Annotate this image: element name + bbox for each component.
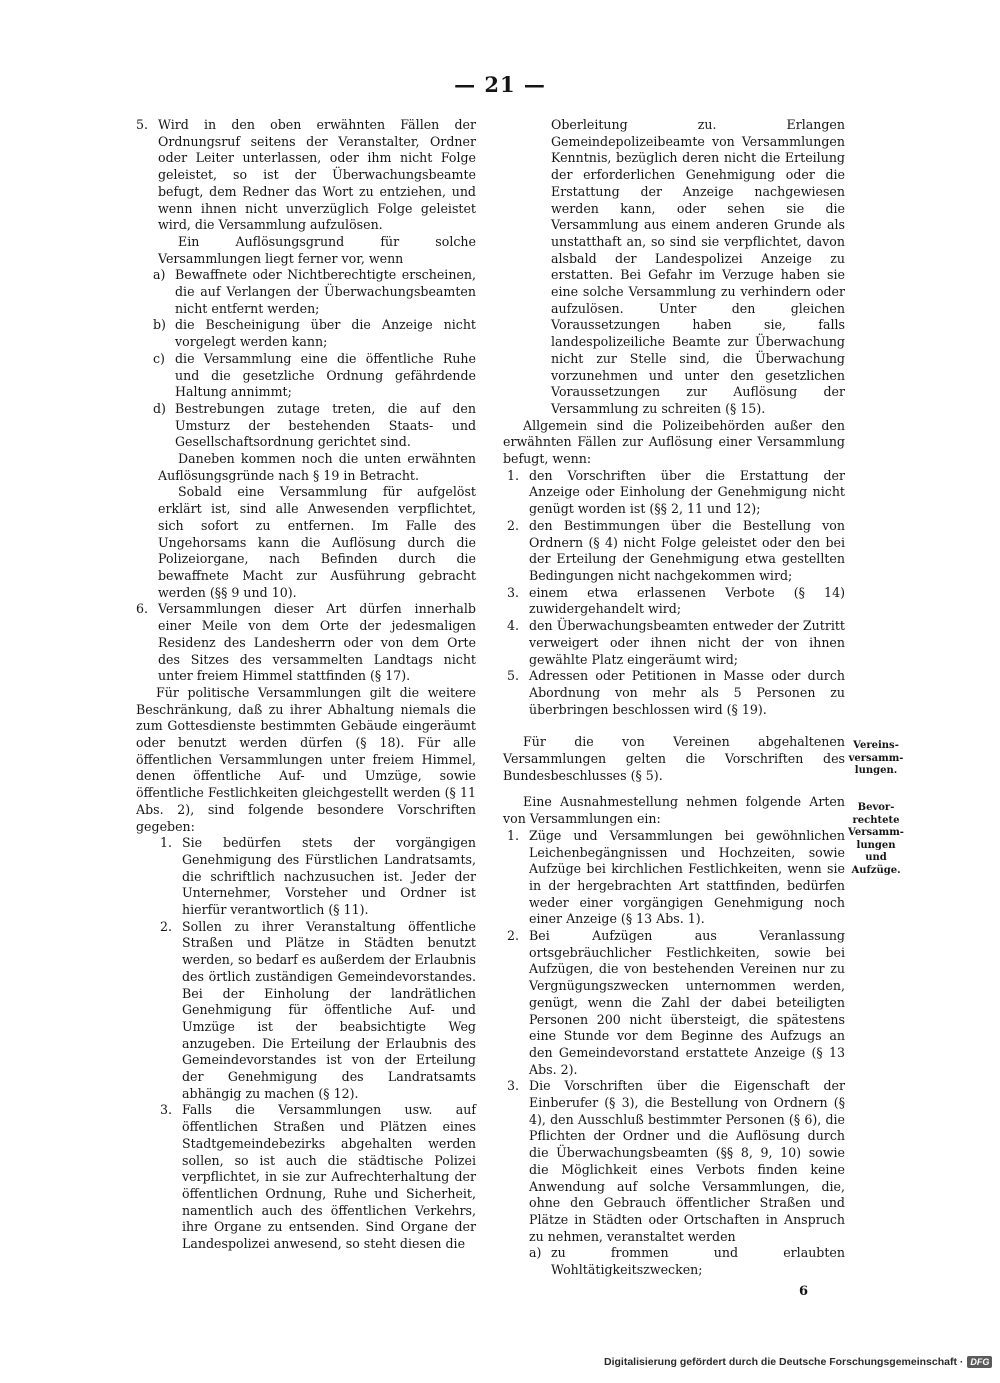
footer [604, 1356, 992, 1368]
left-column [136, 117, 476, 1253]
item-text: Sollen zu ihrer Veranstaltung öffentliche Straßen und Plätze in Städten benutzt werden, so bedarf es außerdem der Erlaubnis des örtlich zuständigen Gemeindevorstandes. Bei der Einholung der landrätlichen Genehmigung für öffentliche Auf- und Umzüge ist der beabsichtigte Weg anzugeben. Die Erteilung der Erlaubnis des Gemeindevorstandes ist von der Erteilung der Genehmigung des Landratsamts abhängig zu machen (§ 12). [182, 918, 476, 1101]
spacer [503, 718, 845, 734]
item-number: 3. [160, 1102, 173, 1118]
sub-item [153, 401, 476, 451]
sub-item-letter: a) [153, 267, 166, 283]
paragraph: Eine Ausnahmestellung nehmen folgende Arten von Versammlungen ein: [503, 794, 845, 827]
item-number: 2. [507, 928, 520, 944]
list-item [507, 518, 845, 585]
item-text: Bei Aufzügen aus Veranlassung ortsgebräuchlicher Festlichkeiten, sowie bei Aufzügen, die von bestehenden Vereinen nur zu Vergnügungszwecken unternommen werden, genügt, wenn die Zahl der dabei beteiligten Personen 200 nicht übersteigt, die spätestens eine Stunde vor dem Beginne des Aufzugs an den Gemeindevorstand erstattete Anzeige (§ 13 Abs. 2). [529, 928, 845, 1077]
item-number: 2. [507, 517, 520, 533]
paragraph: Für politische Versammlungen gilt die weitere Beschränkung, daß zu ihrer Abhaltung niemals die zum Gottesdienste bestimmten Gebäude eingeräumt oder benutzt werden dürfen (§ 18). Für alle öffentlichen Versammlungen unter freiem Himmel, denen öffentliche Auf- und Umzüge, sowie öffentliche Festlichkeiten gleichgestellt werden (§ 11 Abs. 2), sind folgende besondere Vorschriften gegeben: [136, 684, 476, 834]
item-text: den Vorschriften über die Erstattung der Anzeige oder Einholung der Genehmigung nicht genügt worden ist (§§ 2, 11 und 12); [529, 467, 845, 517]
page-number: — 21 — [454, 72, 546, 97]
sub-item [153, 267, 476, 317]
footer-text: Digitalisierung gefördert durch die Deutsche Forschungsgemeinschaft · [604, 1356, 964, 1368]
paragraph: Oberleitung zu. Erlangen Gemeindepolizeibeamte von Versammlungen Kenntnis, bezüglich deren nicht die Erteilung der erforderlichen Genehmigung oder die Erstattung der Anzeige nachgewiesen werden kann, oder sehen sie die Versammlung aus einem anderen Grunde als unstatthaft an, so sind sie verpflichtet, davon alsbald der Landespolizei Anzeige zu erstatten. Bei Gefahr im Verzuge haben sie eine solche Versammlung zu verhindern oder aufzulösen. Unter den gleichen Voraussetzungen haben sie, falls landespolizeiliche Beamte zur Überwachung nicht zur Stelle sind, die Überwachung vorzunehmen und unter den gesetzlichen Voraussetzungen zur Auflösung der Versammlung zu schreiten (§ 15). [551, 117, 845, 416]
list-item [160, 835, 476, 919]
list-item [136, 117, 476, 234]
item-number: 1. [160, 835, 173, 851]
list-item [507, 928, 845, 1078]
sub-item-letter: a) [529, 1245, 542, 1261]
paragraph: Daneben kommen noch die unten erwähnten Auflösungsgründe nach § 19 in Betracht. [158, 451, 476, 483]
item-text: Sie bedürfen stets der vorgängigen Genehmigung des Fürstlichen Landratsamts, die schriftlich nachzusuchen ist. Jeder der Unternehmer, Vorsteher und Ordner ist hierfür verantwortlich (§ 11). [182, 835, 476, 918]
sub-item-text: Bewaffnete oder Nichtberechtigte erscheinen, die auf Verlangen der Überwachungsbeamten nicht entfernt werden; [175, 267, 476, 316]
item-number: 6. [136, 601, 149, 617]
item-text: Versammlungen dieser Art dürfen innerhalb einer Meile von dem Orte der jedesmaligen Residenz des Landesherrn oder von dem Orte des Sitzes des versammelten Landtags nicht unter freiem Himmel stattfinden (§ 17). [158, 601, 476, 684]
list-item [507, 468, 845, 518]
item-number: 3. [507, 584, 520, 600]
item-text: Falls die Versammlungen usw. auf öffentlichen Straßen und Plätzen eines Stadtgemeindebezirks abgehalten werden sollen, so ist auch die städtische Polizei verpflichtet, in sie zur Aufrechterhaltung der öffentlichen Ordnung, Ruhe und Sicherheit, namentlich auch des öffentlichen Verkehrs, ihre Organe zu entsenden. Sind Organe der Landespolizei anwesend, so steht diesen die [182, 1102, 476, 1252]
sub-item [153, 351, 476, 401]
item-text: den Überwachungsbeamten entweder der Zutritt verweigert oder ihnen nicht der von ihnen gewählte Platz eingeräumt wird; [529, 618, 845, 667]
item-number: 3. [507, 1078, 520, 1094]
paragraph: Ein Auflösungsgrund für solche Versammlungen liegt ferner vor, wenn [158, 233, 476, 266]
list-item [507, 585, 845, 618]
list-item [160, 1102, 476, 1252]
item-text: einem etwa erlassenen Verbote (§ 14) zuwidergehandelt wird; [529, 584, 845, 617]
list-item [136, 601, 476, 685]
margin-note-bevorrechtete: Bevor- rechtete Versamm- lungen und Aufzüge. [848, 802, 904, 876]
item-text: Züge und Versammlungen bei gewöhnlichen Leichenbegängnissen und Hochzeiten, sowie Aufzüge bei kirchlichen Festlichkeiten, wenn sie in der hergebrachten Art stattfinden, bedürfen weder einer vorgängigen Genehmigung noch einer Anzeige (§ 13 Abs. 1). [529, 827, 845, 927]
sub-item-text: zu frommen und erlaubten Wohltätigkeitszwecken; [551, 1245, 845, 1278]
sub-item-letter: d) [153, 400, 166, 416]
sub-item-text: Bestrebungen zutage treten, die auf den Umsturz der bestehenden Staats- und Gesellschaftsordnung gerichtet sind. [175, 400, 476, 450]
sub-item [153, 317, 476, 350]
signature-mark: 6 [799, 1284, 809, 1299]
item-text: Adressen oder Petitionen in Masse oder durch Abordnung von mehr als 5 Personen zu überbringen beschlossen wird (§ 19). [529, 668, 845, 717]
list-item [507, 618, 845, 668]
margin-note-vereinsversammlungen: Vereins- versamm- lungen. [848, 740, 904, 776]
item-number: 1. [507, 467, 520, 483]
sub-item-letter: b) [153, 317, 166, 333]
paragraph: Für die von Vereinen abgehaltenen Versammlungen gelten die Vorschriften des Bundesbeschlusses (§ 5). [503, 734, 845, 783]
dfg-logo: DFG [967, 1356, 992, 1368]
list-item [507, 1078, 845, 1245]
spacer [503, 784, 845, 794]
list-item [160, 919, 476, 1103]
list-item [507, 828, 845, 928]
item-number: 1. [507, 827, 520, 843]
sub-item-text: die Bescheinigung über die Anzeige nicht vorgelegt werden kann; [175, 317, 476, 350]
item-number: 5. [507, 668, 520, 684]
paragraph: Allgemein sind die Polizeibehörden außer den erwähnten Fällen zur Auflösung einer Versammlung befugt, wenn: [503, 417, 845, 467]
item-text: Die Vorschriften über die Eigenschaft der Einberufer (§ 3), die Bestellung von Ordnern (§ 4), den Ausschluß bestimmter Personen (§ 6), die Pflichten der Ordner und die Auflösung durch die Überwachungsbeamten (§§ 8, 9, 10) sowie die Möglichkeit eines Verbots finden keine Anwendung auf solche Versammlungen, die, ohne den Gebrauch öffentlicher Straßen und Plätze in Städten oder Ortschaften in Anspruch zu nehmen, veranstaltet werden [529, 1078, 845, 1244]
item-number: 2. [160, 918, 173, 934]
sub-item [529, 1245, 845, 1278]
list-item [507, 668, 845, 718]
item-text: den Bestimmungen über die Bestellung von Ordnern (§ 4) nicht Folge geleistet oder den bei der Erteilung der Genehmigung etwa gestellten Bedingungen nicht nachgekommen wird; [529, 517, 845, 583]
item-text: Wird in den oben erwähnten Fällen der Ordnungsruf seitens der Veranstalter, Ordner oder Leiter unterlassen, oder ihm nicht Folge geleistet, so ist der Überwachungsbeamte befugt, dem Redner das Wort zu entziehen, und wenn ihnen nicht unverzüglich Folge geleistet wird, die Versammlung aufzulösen. [158, 117, 476, 233]
paragraph: Sobald eine Versammlung für aufgelöst erklärt ist, sind alle Anwesenden verpflichtet, sich sofort zu entfernen. Im Falle des Ungehorsams kann die Auflösung durch die Polizeiorgane, nach Befinden durch die bewaffnete Macht zur Ausführung gebracht werden (§§ 9 und 10). [158, 484, 476, 600]
item-number: 4. [507, 618, 520, 634]
right-column [503, 117, 845, 1279]
sub-item-text: die Versammlung eine die öffentliche Ruhe und die gesetzliche Ordnung gefährdende Haltung annimmt; [175, 350, 476, 400]
sub-item-letter: c) [153, 350, 165, 366]
item-number: 5. [136, 117, 149, 132]
